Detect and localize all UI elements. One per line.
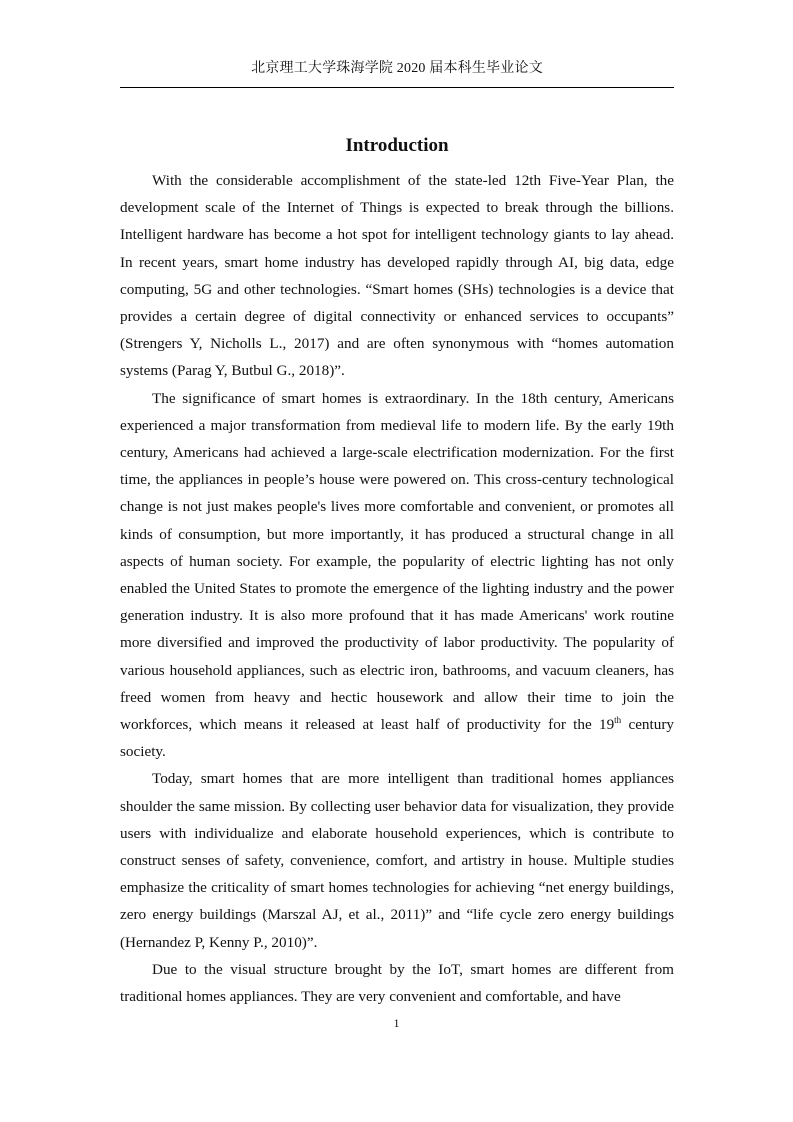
paragraph-4: Due to the visual structure brought by the IoT, smart homes are different from traditional homes appliances. They are very convenient and comfortable, and have (120, 960, 674, 1006)
ordinal-superscript: th (614, 715, 622, 726)
page-header-text: 北京理工大学珠海学院 2020 届本科生毕业论文 (251, 61, 543, 76)
paragraph-3: Today, smart homes that are more intelligent than traditional homes appliances shoulder the same mission. By collecting user behavior data for visualization, they provide users with individualize and elaborate household experiences, which is contribute to construct senses of safety, convenience, comfort, and artistry in house. Multiple studies emphasize the criticality of smart homes technologies for achieving “net energy buildings, zero energy buildings (Marszal AJ, et al., 2011)” and “life cycle zero energy buildings (Hernandez P, Kenny P., 2010)”. (120, 770, 674, 951)
paragraph-2-tail: century society. (120, 716, 674, 761)
paragraph-1: With the considerable accomplishment of the state-led 12th Five-Year Plan, the development scale of the Internet of Things is expected to break through the billions. Intelligent hardware has become a hot spot for intelligent technology giants to lay ahead. In recent years, smart home industry has developed rapidly through AI, big data, edge computing, 5G and other technologies. “Smart homes (SHs) technologies is a device that provides a certain degree of digital connectivity or enhanced services to occupants” (Strengers Y, Nicholls L., 2017) and are often synonymous with “homes automation systems (Parag Y, Butbul G., 2018)”. (120, 172, 674, 380)
section-title: Introduction (345, 135, 449, 156)
paragraph-2-text: The significance of smart homes is extraordinary. In the 18th century, Americans experienced a major transformation from medieval life to modern life. By the early 19th century, Americans had achieved a large-scale electrification modernization. For the first time, the appliances in people’s house were powered on. This cross-century technological change is not just makes people's lives more comfortable and convenient, or promotes all kinds of consumption, but more importantly, it has produced a structural change in all aspects of human society. For example, the popularity of electric lighting has not only enabled the United States to promote the emergence of the lighting industry and the power generation industry. It is also more profound that it has made Americans' work routine more diversified and improved the productivity of labor productivity. The popularity of various household appliances, such as electric iron, bathrooms, and vacuum cleaners, has freed women from heavy and hectic housework and allow their time to join the workforces, which means it released at least half of productivity for the 19 (120, 389, 674, 734)
page-header (120, 0, 674, 88)
paragraph-2 (120, 385, 674, 766)
main-content (120, 131, 674, 1010)
page-number: 1 (393, 1016, 400, 1030)
